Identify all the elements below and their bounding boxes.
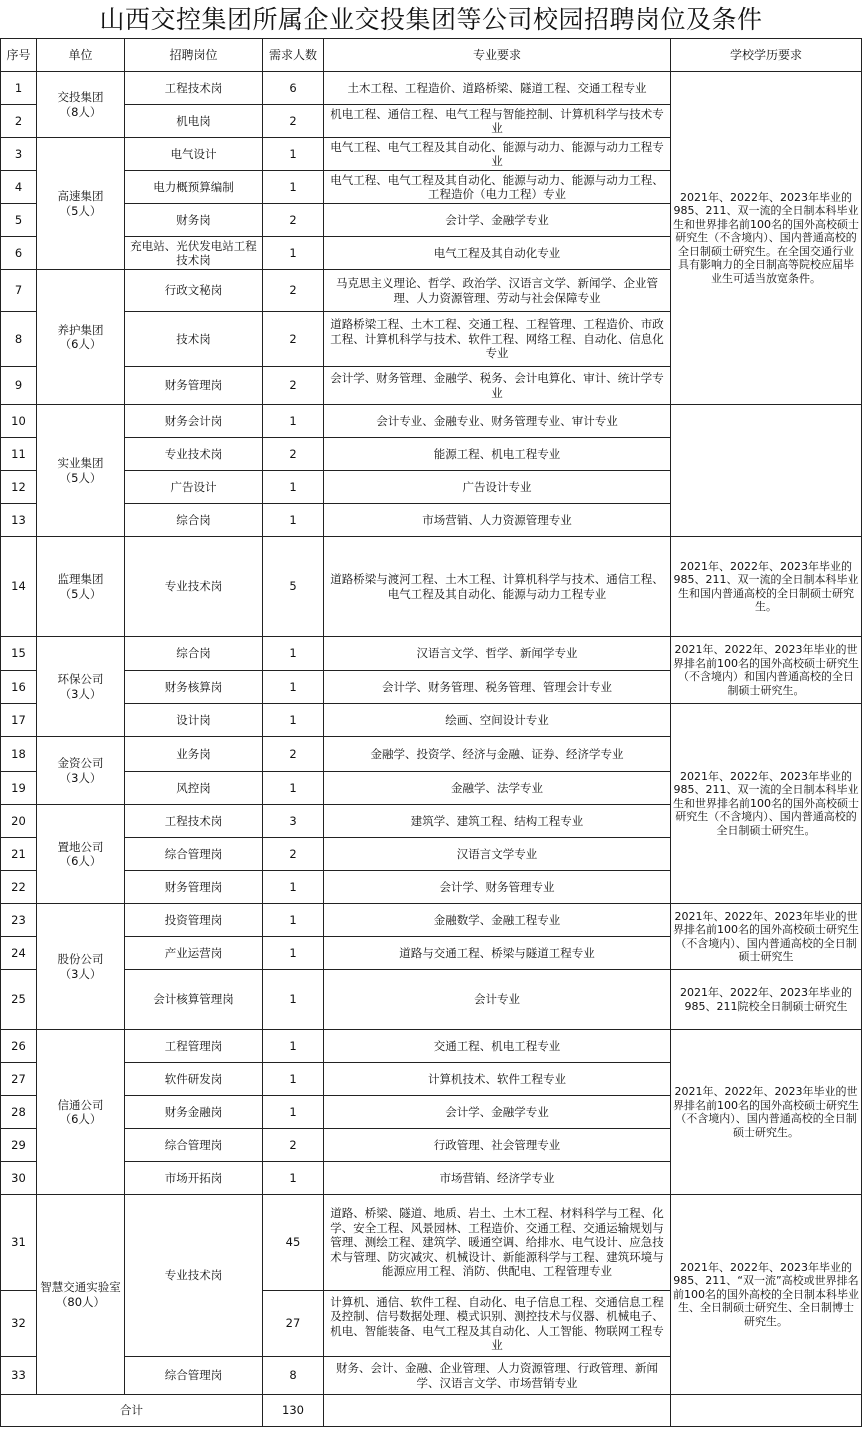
count-cell: 5	[263, 537, 324, 637]
unit-cell	[37, 805, 125, 904]
count-cell: 2	[263, 1129, 324, 1162]
count-cell: 45	[263, 1195, 324, 1291]
unit-cell	[37, 737, 125, 805]
header-position: 招聘岗位	[125, 39, 263, 72]
seq-cell: 24	[1, 937, 37, 970]
major-cell: 能源工程、机电工程专业	[324, 438, 671, 471]
seq-cell: 22	[1, 871, 37, 904]
table-row	[1, 904, 862, 937]
count-cell: 2	[263, 204, 324, 237]
seq-cell: 12	[1, 471, 37, 504]
total-label: 合计	[1, 1395, 263, 1427]
count-cell: 2	[263, 270, 324, 312]
count-cell: 1	[263, 138, 324, 171]
seq-cell: 27	[1, 1063, 37, 1096]
position-cell: 财务核算岗	[125, 671, 263, 704]
count-cell: 2	[263, 367, 324, 405]
major-cell: 道路桥梁工程、土木工程、交通工程、工程管理、工程造价、市政工程、计算机科学与技术、软件工程、网络工程、自动化、信息化专业	[324, 312, 671, 367]
seq-cell: 6	[1, 237, 37, 270]
table-row	[1, 1195, 862, 1291]
major-cell: 金融数学、金融工程专业	[324, 904, 671, 937]
count-cell: 1	[263, 1030, 324, 1063]
count-cell: 1	[263, 504, 324, 537]
position-cell: 财务金融岗	[125, 1096, 263, 1129]
position-cell: 机电岗	[125, 105, 263, 138]
count-cell: 1	[263, 970, 324, 1030]
position-cell: 专业技术岗	[125, 1195, 263, 1357]
position-cell: 财务管理岗	[125, 367, 263, 405]
seq-cell: 26	[1, 1030, 37, 1063]
seq-cell: 29	[1, 1129, 37, 1162]
unit-cell	[37, 72, 125, 138]
count-cell: 1	[263, 1096, 324, 1129]
unit-name: 交投集团	[57, 90, 104, 104]
count-cell: 2	[263, 838, 324, 871]
unit-cell	[37, 405, 125, 537]
major-cell: 会计学、金融学专业	[324, 204, 671, 237]
position-cell: 设计岗	[125, 704, 263, 737]
major-cell: 会计学、财务管理、税务管理、管理会计专业	[324, 671, 671, 704]
major-cell: 计算机、通信、软件工程、自动化、电子信息工程、交通信息工程及控制、信号数据处理、模式识别、测控技术与仪器、机械电子、机电、智能装备、电气工程及其自动化、人工智能、物联网工程专业	[324, 1291, 671, 1357]
school-requirement-cell: 2021年、2022年、2023年毕业的985、211、“双一流”高校或世界排名前100名的国外高校的全日制本科毕业生、全日制硕士研究生、全日制博士研究生。	[671, 1195, 862, 1395]
seq-cell: 10	[1, 405, 37, 438]
seq-cell: 2	[1, 105, 37, 138]
position-cell: 电气设计	[125, 138, 263, 171]
seq-cell: 14	[1, 537, 37, 637]
major-cell: 电气工程、电气工程及其自动化、能源与动力、能源与动力工程、工程造价（电力工程）专业	[324, 171, 671, 204]
count-cell: 1	[263, 405, 324, 438]
recruitment-table	[0, 38, 862, 1427]
school-requirement-cell-empty	[671, 405, 862, 537]
count-cell: 1	[263, 904, 324, 937]
count-cell: 1	[263, 237, 324, 270]
header-row	[1, 39, 862, 72]
header-count: 需求人数	[263, 39, 324, 72]
unit-cell	[37, 537, 125, 637]
seq-cell: 33	[1, 1357, 37, 1395]
unit-count: （5人）	[59, 586, 102, 601]
major-cell: 广告设计专业	[324, 471, 671, 504]
major-cell: 金融学、法学专业	[324, 772, 671, 805]
position-cell: 产业运营岗	[125, 937, 263, 970]
unit-name: 股份公司	[57, 952, 104, 966]
position-cell: 会计核算管理岗	[125, 970, 263, 1030]
count-cell: 1	[263, 871, 324, 904]
header-unit: 单位	[37, 39, 125, 72]
table-row	[1, 72, 862, 105]
major-cell: 土木工程、工程造价、道路桥梁、隧道工程、交通工程专业	[324, 72, 671, 105]
seq-cell: 31	[1, 1195, 37, 1291]
position-cell: 综合岗	[125, 637, 263, 671]
seq-cell: 11	[1, 438, 37, 471]
position-cell: 财务管理岗	[125, 871, 263, 904]
position-cell: 投资管理岗	[125, 904, 263, 937]
seq-cell: 9	[1, 367, 37, 405]
major-cell: 会计专业、金融专业、财务管理专业、审计专业	[324, 405, 671, 438]
seq-cell: 7	[1, 270, 37, 312]
position-cell: 工程技术岗	[125, 805, 263, 838]
school-requirement-cell: 2021年、2022年、2023年毕业的世界排名前100名的国外高校硕士研究生（不含境内）、国内普通高校的全日制硕士研究生	[671, 904, 862, 970]
major-cell: 马克思主义理论、哲学、政治学、汉语言文学、新闻学、企业管理、人力资源管理、劳动与社会保障专业	[324, 270, 671, 312]
seq-cell: 30	[1, 1162, 37, 1195]
count-cell: 6	[263, 72, 324, 105]
count-cell: 1	[263, 1063, 324, 1096]
unit-count: （3人）	[59, 770, 102, 785]
position-cell: 工程技术岗	[125, 72, 263, 105]
school-requirement-cell: 2021年、2022年、2023年毕业的985、211院校全日制硕士研究生	[671, 970, 862, 1030]
position-cell: 专业技术岗	[125, 438, 263, 471]
page-title: 山西交控集团所属企业交投集团等公司校园招聘岗位及条件	[99, 5, 763, 34]
count-cell: 1	[263, 637, 324, 671]
unit-count: （6人）	[59, 1112, 102, 1126]
unit-cell	[37, 1030, 125, 1195]
major-cell: 道路桥梁与渡河工程、土木工程、计算机科学与技术、通信工程、电气工程及其自动化、能源与动力工程专业	[324, 537, 671, 637]
seq-cell: 20	[1, 805, 37, 838]
position-cell: 风控岗	[125, 772, 263, 805]
major-cell: 金融学、投资学、经济与金融、证券、经济学专业	[324, 737, 671, 772]
table-row	[1, 637, 862, 671]
major-cell: 市场营销、经济学专业	[324, 1162, 671, 1195]
major-cell: 建筑学、建筑工程、结构工程专业	[324, 805, 671, 838]
major-cell: 电气工程、电气工程及其自动化、能源与动力、能源与动力工程专业	[324, 138, 671, 171]
major-cell: 行政管理、社会管理专业	[324, 1129, 671, 1162]
unit-count: （3人）	[59, 966, 102, 981]
total-empty-cell	[671, 1395, 862, 1427]
position-cell: 综合管理岗	[125, 838, 263, 871]
position-cell: 市场开拓岗	[125, 1162, 263, 1195]
unit-name: 养护集团	[57, 322, 104, 337]
count-cell: 2	[263, 438, 324, 471]
header-seq: 序号	[1, 39, 37, 72]
seq-cell: 5	[1, 204, 37, 237]
unit-name: 金资公司	[57, 756, 104, 770]
seq-cell: 28	[1, 1096, 37, 1129]
unit-count: （80人）	[55, 1294, 106, 1309]
count-cell: 1	[263, 1162, 324, 1195]
major-cell: 财务、会计、金融、企业管理、人力资源管理、行政管理、新闻学、汉语言文学、市场营销专业	[324, 1357, 671, 1395]
major-cell: 道路与交通工程、桥梁与隧道工程专业	[324, 937, 671, 970]
school-requirement-cell: 2021年、2022年、2023年毕业的世界排名前100名的国外高校硕士研究生（不含境内）、国内普通高校的全日制硕士研究生。	[671, 1030, 862, 1195]
table-row	[1, 405, 862, 438]
count-cell: 1	[263, 171, 324, 204]
seq-cell: 32	[1, 1291, 37, 1357]
count-cell: 2	[263, 312, 324, 367]
unit-name: 置地公司	[57, 839, 104, 854]
major-cell: 会计学、财务管理专业	[324, 871, 671, 904]
table-row	[1, 970, 862, 1030]
school-requirement-cell: 2021年、2022年、2023年毕业的985、211、双一流的全日制本科毕业生和国内普通高校的全日制硕士研究生。	[671, 537, 862, 637]
position-cell: 广告设计	[125, 471, 263, 504]
major-cell: 机电工程、通信工程、电气工程与智能控制、计算机科学与技术专业	[324, 105, 671, 138]
position-cell: 财务岗	[125, 204, 263, 237]
position-cell: 财务会计岗	[125, 405, 263, 438]
seq-cell: 21	[1, 838, 37, 871]
major-cell: 会计专业	[324, 970, 671, 1030]
position-cell: 工程管理岗	[125, 1030, 263, 1063]
seq-cell: 16	[1, 671, 37, 704]
count-cell: 2	[263, 105, 324, 138]
position-cell: 软件研发岗	[125, 1063, 263, 1096]
major-cell: 绘画、空间设计专业	[324, 704, 671, 737]
unit-cell	[37, 904, 125, 1030]
seq-cell: 4	[1, 171, 37, 204]
count-cell: 1	[263, 471, 324, 504]
total-count: 130	[263, 1395, 324, 1427]
unit-count: （6人）	[59, 854, 102, 868]
count-cell: 2	[263, 737, 324, 772]
seq-cell: 15	[1, 637, 37, 671]
table-row	[1, 704, 862, 737]
seq-cell: 1	[1, 72, 37, 105]
major-cell: 交通工程、机电工程专业	[324, 1030, 671, 1063]
unit-cell	[37, 1195, 125, 1395]
table-row	[1, 537, 862, 637]
school-requirement-cell: 2021年、2022年、2023年毕业的985、211、双一流的全日制本科毕业生和世界排名前100名的国外高校硕士研究生（不含境内）、国内普通高校的全日制硕士研究生。	[671, 704, 862, 904]
count-cell: 1	[263, 772, 324, 805]
unit-name: 实业集团	[57, 456, 104, 470]
major-cell: 会计学、金融学专业	[324, 1096, 671, 1129]
major-cell: 汉语言文学专业	[324, 838, 671, 871]
position-cell: 充电站、光伏发电站工程技术岗	[125, 237, 263, 270]
seq-cell: 23	[1, 904, 37, 937]
unit-count: （3人）	[59, 686, 102, 701]
seq-cell: 13	[1, 504, 37, 537]
seq-cell: 18	[1, 737, 37, 772]
position-cell: 电力概预算编制	[125, 171, 263, 204]
total-row	[1, 1395, 862, 1427]
count-cell: 1	[263, 704, 324, 737]
position-cell: 专业技术岗	[125, 537, 263, 637]
major-cell: 计算机技术、软件工程专业	[324, 1063, 671, 1096]
total-empty-cell	[324, 1395, 671, 1427]
count-cell: 1	[263, 671, 324, 704]
count-cell: 8	[263, 1357, 324, 1395]
unit-cell	[37, 637, 125, 737]
position-cell: 综合管理岗	[125, 1129, 263, 1162]
unit-count: （5人）	[59, 203, 102, 218]
school-requirement-cell: 2021年、2022年、2023年毕业的985、211、双一流的全日制本科毕业生和世界排名前100名的国外高校硕士研究生（不含境内）、国内普通高校的全日制硕士研究生。在全国交通行业具有影响力的全日制高等院校应届毕业生可适当放宽条件。	[671, 72, 862, 405]
position-cell: 行政文秘岗	[125, 270, 263, 312]
count-cell: 1	[263, 937, 324, 970]
major-cell: 汉语言文学、哲学、新闻学专业	[324, 637, 671, 671]
seq-cell: 17	[1, 704, 37, 737]
header-major: 专业要求	[324, 39, 671, 72]
unit-name: 环保公司	[57, 672, 104, 686]
position-cell: 技术岗	[125, 312, 263, 367]
major-cell: 会计学、财务管理、金融学、税务、会计电算化、审计、统计学专业	[324, 367, 671, 405]
unit-cell	[37, 138, 125, 270]
unit-name: 信通公司	[57, 1097, 104, 1112]
major-cell: 市场营销、人力资源管理专业	[324, 504, 671, 537]
header-school: 学校学历要求	[671, 39, 862, 72]
school-requirement-cell: 2021年、2022年、2023年毕业的世界排名前100名的国外高校硕士研究生（不含境内）和国内普通高校的全日制硕士研究生。	[671, 637, 862, 704]
seq-cell: 3	[1, 138, 37, 171]
unit-cell	[37, 270, 125, 405]
seq-cell: 25	[1, 970, 37, 1030]
unit-count: （5人）	[59, 470, 102, 485]
major-cell: 电气工程及其自动化专业	[324, 237, 671, 270]
major-cell: 道路、桥梁、隧道、地质、岩土、土木工程、材料科学与工程、化学、安全工程、风景园林、工程造价、交通工程、交通运输规划与管理、测绘工程、建筑学、暖通空调、给排水、电气设计、应急技术与管理、防灾减灾、机械设计、新能源科学与工程、建筑环境与能源应用工程、消防、供配电、工程管理专业	[324, 1195, 671, 1291]
seq-cell: 19	[1, 772, 37, 805]
unit-name: 监理集团	[57, 572, 104, 586]
count-cell: 3	[263, 805, 324, 838]
unit-name: 智慧交通实验室	[40, 1280, 121, 1294]
count-cell: 27	[263, 1291, 324, 1357]
unit-count: （6人）	[59, 337, 102, 351]
seq-cell: 8	[1, 312, 37, 367]
table-row	[1, 1030, 862, 1063]
position-cell: 综合岗	[125, 504, 263, 537]
position-cell: 业务岗	[125, 737, 263, 772]
unit-name: 高速集团	[57, 189, 104, 203]
position-cell: 综合管理岗	[125, 1357, 263, 1395]
unit-count: （8人）	[59, 104, 102, 119]
